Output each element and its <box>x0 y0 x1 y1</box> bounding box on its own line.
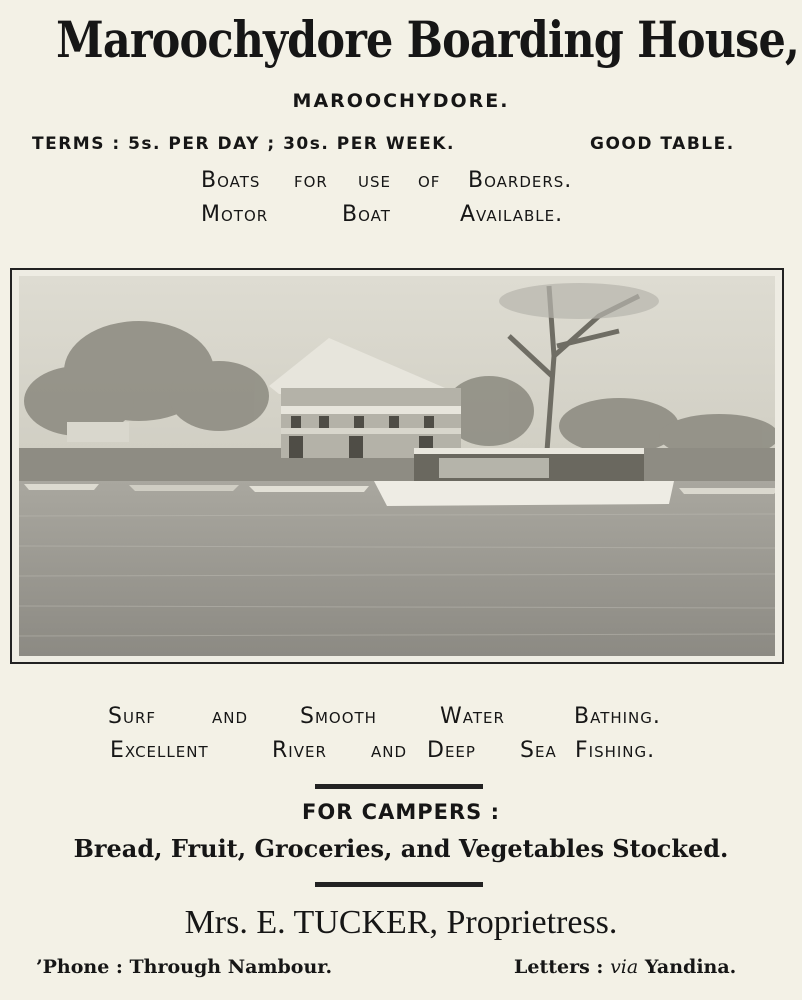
campers-heading: FOR CAMPERS : <box>302 800 500 824</box>
fishing-word: Sea <box>520 738 557 763</box>
boats-word: Available. <box>460 202 564 227</box>
boats-word: Boats <box>201 168 261 193</box>
good-table-text: GOOD TABLE. <box>590 134 735 154</box>
fishing-word: Fishing. <box>575 738 656 763</box>
boats-word: of <box>418 168 441 193</box>
boats-word: use <box>358 168 391 193</box>
bathing-word: Bathing. <box>574 704 661 729</box>
campers-supplies: Bread, Fruit, Groceries, and Vegetables Stocked. <box>73 834 729 863</box>
letters-info <box>514 956 736 978</box>
fishing-word: River <box>272 738 327 763</box>
location-subtitle: MAROOCHYDORE. <box>292 90 510 112</box>
letters-place: Yandina. <box>644 956 737 978</box>
fishing-word: and <box>371 738 408 763</box>
boats-word: Boat <box>342 202 391 227</box>
phone-label: ’Phone : <box>36 956 123 978</box>
bathing-word: and <box>212 704 249 729</box>
phone-info <box>36 956 332 978</box>
boats-word: Motor <box>201 202 269 227</box>
bathing-word: Surf <box>108 704 156 729</box>
phone-value: Through Nambour. <box>129 956 333 978</box>
boats-word: for <box>294 168 328 193</box>
proprietor-line: Mrs. E. TUCKER, Proprietress. <box>184 904 618 941</box>
bathing-word: Smooth <box>300 704 377 729</box>
photo-frame <box>10 268 784 664</box>
letters-label: Letters : <box>514 956 604 978</box>
page-title: Maroochydore Boarding House, <box>56 10 800 69</box>
bathing-word: Water <box>440 704 505 729</box>
fishing-word: Deep <box>427 738 476 763</box>
terms-text: TERMS : 5s. PER DAY ; 30s. PER WEEK. <box>32 134 455 154</box>
photo-boarding-house-river-icon <box>19 276 775 656</box>
letters-via: via <box>610 956 639 978</box>
fishing-word: Excellent <box>110 738 209 763</box>
boats-word: Boarders. <box>468 168 573 193</box>
divider-rule <box>315 784 483 789</box>
divider-rule <box>315 882 483 887</box>
